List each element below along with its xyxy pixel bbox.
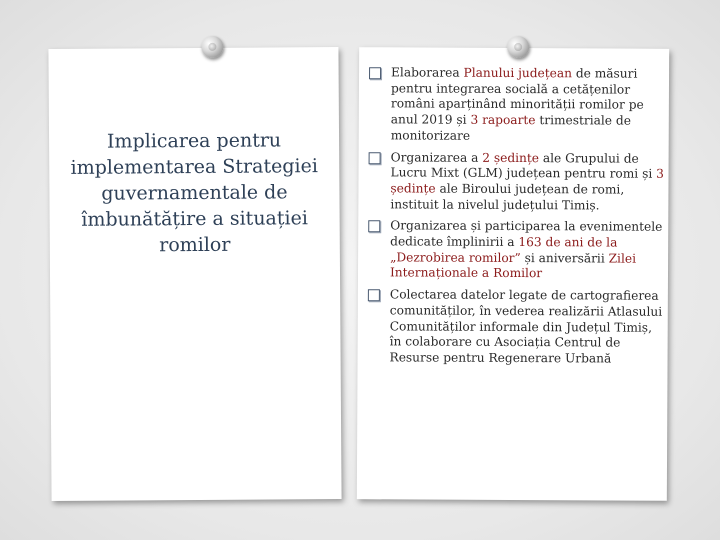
bullet-item [368,150,664,214]
bullet-text: Organizarea și participarea la evenimentele dedicate împlinirii a [390,218,663,250]
bullet-text: ale Biroului județean de romi, instituit la nivelul județului Timiș. [390,181,625,213]
checkbox-bullet-icon [369,152,381,164]
checkbox-bullet-icon [369,67,381,79]
checkbox-bullet-icon [368,289,380,301]
highlighted-text: 2 ședințe [482,150,540,165]
bullet-item [368,287,664,367]
pushpin-icon [201,36,223,58]
highlighted-text: Zilei Internaționale a Romilor [389,251,637,281]
bullet-item [369,65,665,145]
highlighted-text: Planului județean [463,65,573,81]
checkbox-bullet-icon [368,221,380,233]
bullet-text: și aniversării [520,250,609,266]
bullet-text: Organizarea a [390,149,483,165]
bullet-text: Colectarea datelor legate de cartografierea comunităților, în vederea realizării Atlasului Comunităților informale din Județul Timiș, în colaborare cu Asociația Centrul de Resurse pentru Regenerare Urbană [389,287,663,366]
bullet-text: de măsuri pentru integrarea socială a cetățenilor români aparținând minorității romilor pe anul 2019 și [390,66,644,127]
bullet-text: Elaborarea [391,65,464,80]
highlighted-text: 3 rapoarte [470,112,536,128]
highlighted-text: 3 ședințe [390,166,664,196]
pushpin-icon [507,36,529,58]
left-note-card [48,47,341,501]
right-note-card [357,47,669,501]
bullet-list [367,65,665,373]
bullet-item [368,219,664,283]
highlighted-text: 163 de ani de la „Dezrobirea romilor” [390,235,618,265]
bullet-text: ale Grupului de Lucru Mixt (GLM) județean pentru romi și [390,150,657,181]
bullet-text: trimestriale de monitorizare [390,113,631,143]
slide-title: Implicarea pentru implementarea Strategiei guvernamentale de îmbunătățire a situației romilor [70,129,318,257]
